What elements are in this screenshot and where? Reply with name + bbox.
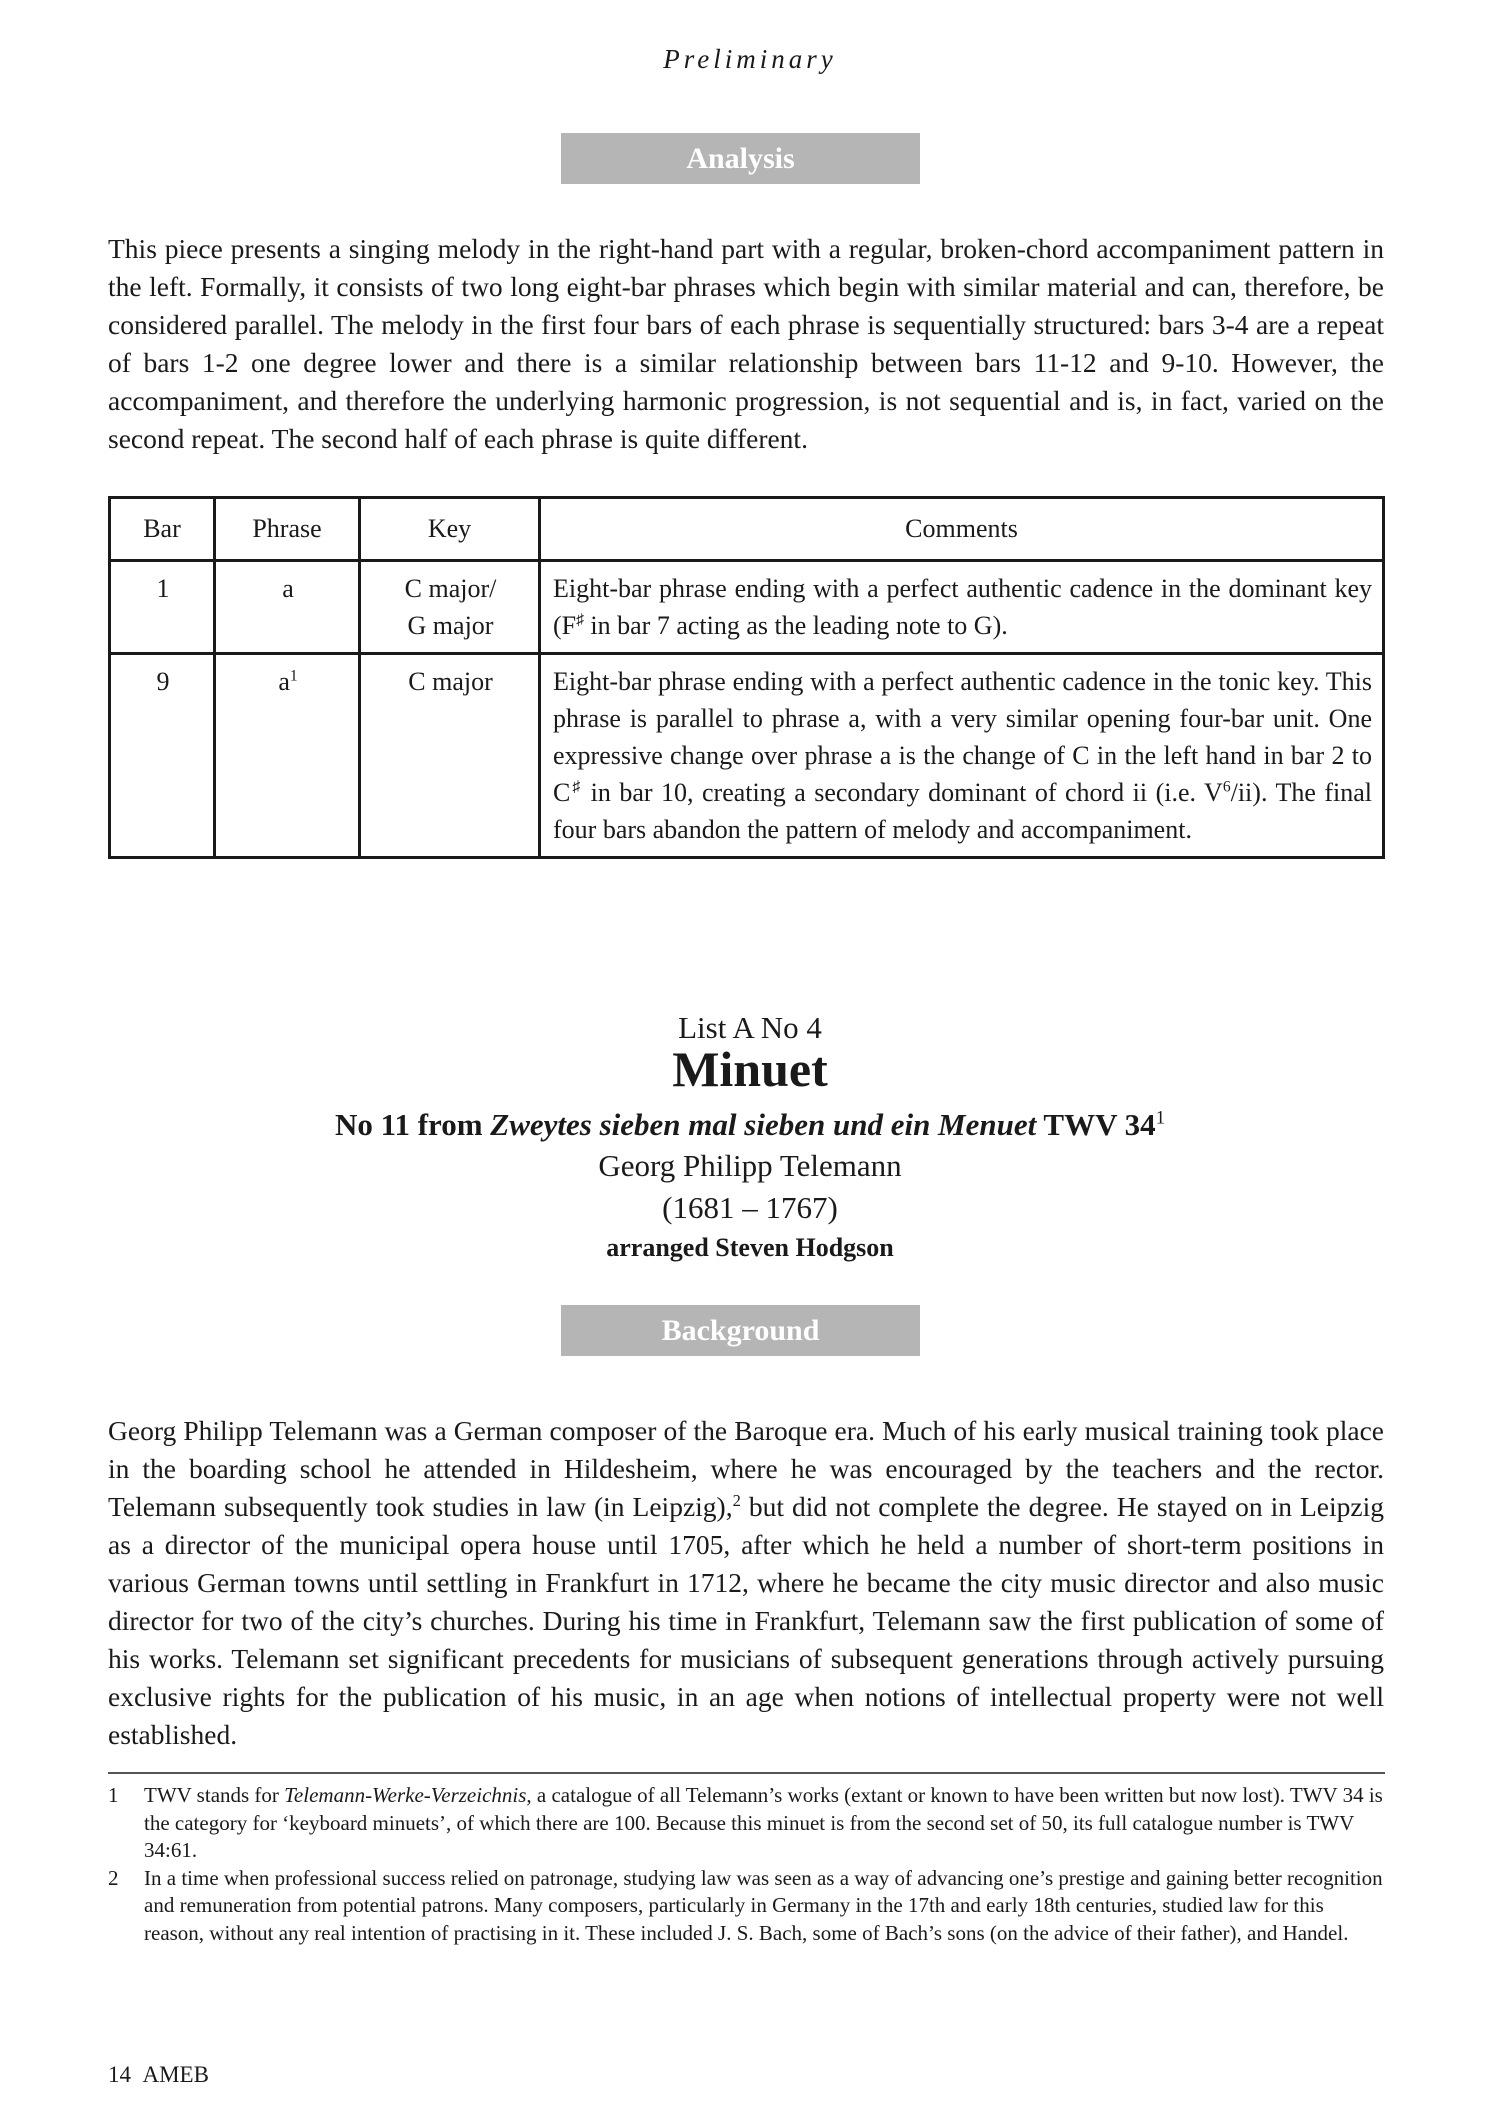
phrase-superscript: 1 xyxy=(289,667,298,685)
phrase-label: a xyxy=(278,667,290,696)
footnote-divider xyxy=(108,1772,1385,1774)
footnote xyxy=(108,1865,1384,1948)
cell-bar: 9 xyxy=(110,654,215,858)
subtitle-catalogue: TWV 34 xyxy=(1036,1107,1156,1142)
key-line: G major xyxy=(407,611,494,640)
publisher: AMEB xyxy=(142,2062,209,2087)
piece-subtitle xyxy=(0,1107,1500,1143)
comment-text: in bar 7 acting as the leading note to G). xyxy=(583,611,1008,640)
running-head: Preliminary xyxy=(663,44,837,74)
list-number: List A No 4 xyxy=(678,1010,822,1045)
comment-text: Eight-bar phrase ending with a perfect authentic cadence in the dominant key (F xyxy=(553,574,1372,640)
analysis-paragraph-text: This piece presents a singing melody in the right-hand part with a regular, broken-chord accompaniment pattern in the left. Formally, it consists of two long eight-bar phrases which begin with similar material and can, therefore, be considered parallel. The melody in the first four bars of each phrase is sequentially structured: bars 3-4 are a repeat of bars 1-2 one degree lower and there is a similar relationship between bars 11-12 and 9-10. However, the accompaniment, and therefore the underlying harmonic progression, is not sequential and is, in fact, varied on the second repeat. The second half of each phrase is quite different. xyxy=(108,233,1384,454)
subtitle-prefix: No 11 from xyxy=(335,1107,491,1142)
table-header-row xyxy=(110,498,1384,561)
sharp-sign: ♯ xyxy=(570,778,583,796)
arranger: arranged Steven Hodgson xyxy=(606,1233,894,1262)
table-row xyxy=(110,561,1384,654)
analysis-table xyxy=(108,496,1385,859)
footnote xyxy=(108,1782,1384,1865)
cell-comment xyxy=(540,561,1384,654)
composer-dates: (1681 – 1767) xyxy=(662,1190,838,1225)
background-text: but did not complete the degree. He stayed on in Leipzig as a director of the municipal opera house until 1705, after which he held a number of short-term positions in various German towns until settling in Frankfurt in 1712, where he became the city music director and also music director for two of the city’s churches. During his time in Frankfurt, Telemann saw the first publication of some of his works. Telemann set significant precedents for musicians of subsequent generations through actively pursuing exclusive rights for the publication of his music, in an age when notions of intellectual property were not well established. xyxy=(108,1491,1384,1750)
background-heading: Background xyxy=(561,1305,920,1356)
page-footer xyxy=(108,2062,209,2088)
footnote-ref: 2 xyxy=(732,1490,741,1510)
piece-title: Minuet xyxy=(672,1041,828,1097)
footnotes xyxy=(108,1782,1384,1947)
key-line: C major/ xyxy=(404,574,497,603)
footnote-text: In a time when professional success relied on patronage, studying law was seen as a way of advancing one’s prestige and gaining better recognition and remuneration from potential patrons. Many composers, particularly in Germany in the 17th and early 18th centuries, studied law for this reason, without any real intention of practising in it. These included J. S. Bach, some of Bach’s sons (on the advice of their father), and Handel. xyxy=(144,1865,1383,1945)
header-key: Key xyxy=(360,498,540,561)
footnote-text xyxy=(144,1782,1384,1865)
cell-bar: 1 xyxy=(110,561,215,654)
cell-comment xyxy=(540,654,1384,858)
composer-name: Georg Philipp Telemann xyxy=(598,1148,902,1183)
footnote-ref: 1 xyxy=(1155,1107,1165,1129)
subtitle-collection: Zweytes sieben mal sieben und ein Menuet xyxy=(490,1107,1037,1142)
footnote-italic: Telemann-Werke-Verzeichnis xyxy=(284,1783,527,1807)
background-text: Georg Philipp Telemann was a German composer of the Baroque era. Much of his early musical training took place in the boarding school he attended in Hildesheim, where he was encouraged by the teachers and the rector. Telemann subsequently took studies in law (in Leipzig), xyxy=(108,1415,1384,1522)
page-number: 14 xyxy=(108,2062,131,2087)
analysis-paragraph xyxy=(108,230,1384,458)
sharp-sign: ♯ xyxy=(576,611,584,629)
header-bar: Bar xyxy=(110,498,215,561)
analysis-heading: Analysis xyxy=(561,133,920,184)
header-comments: Comments xyxy=(540,498,1384,561)
cell-phrase xyxy=(215,654,360,858)
footnote-text-part: TWV stands for xyxy=(144,1783,285,1807)
table-row xyxy=(110,654,1384,858)
footnote-text-part: , a catalogue of all Telemann’s works (extant or known to have been written but now lost). TWV 34 is the category for ‘keyboard minuets’, of which there are 100. Because this minuet is from the second set of 50, its full catalogue number is TWV 34:61. xyxy=(144,1783,1383,1862)
comment-text: in bar 10, creating a secondary dominant of chord ii (i.e. V xyxy=(582,778,1223,807)
footnote-number: 1 xyxy=(108,1783,119,1807)
chord-inversion: 6 xyxy=(1222,778,1231,796)
background-paragraph xyxy=(108,1412,1384,1754)
footnote-number: 2 xyxy=(108,1865,119,1890)
header-phrase: Phrase xyxy=(215,498,360,561)
comment-text: Eight-bar phrase ending with a perfect authentic cadence in the tonic key. This phrase is parallel to phrase a, with a very similar opening four-bar unit. One expressive change over phrase a is the change of C in the left hand in bar 2 to C xyxy=(553,667,1372,807)
cell-key: C major xyxy=(360,654,540,858)
comment-text: /ii). The final four bars abandon the pattern of melody and accompaniment. xyxy=(553,778,1373,844)
cell-phrase: a xyxy=(215,561,360,654)
cell-key xyxy=(360,561,540,654)
